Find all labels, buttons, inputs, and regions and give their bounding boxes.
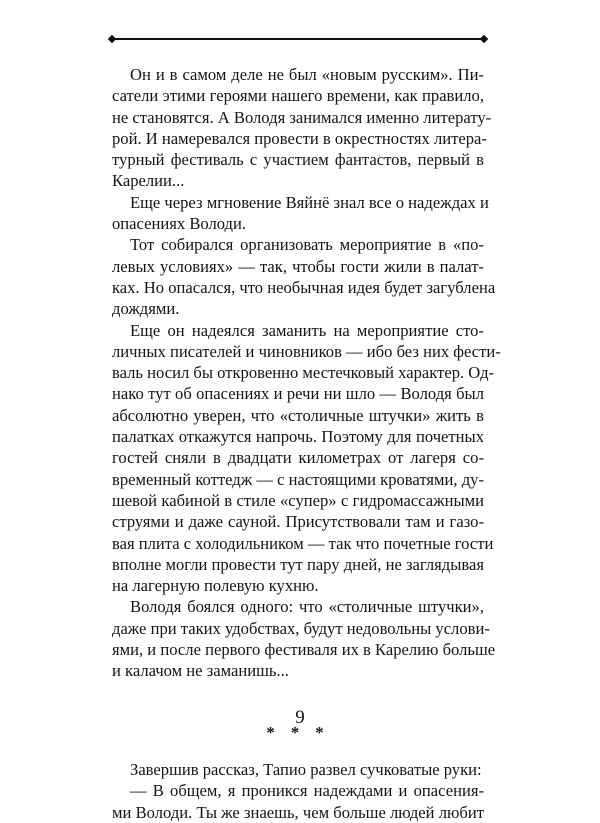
text-line: Он и в самом деле не был «новым русским». Пи- — [130, 65, 484, 84]
text-line: и калачом не заманишь... — [112, 661, 289, 681]
text-line: рой. И намеревался провести в окрестностях литера- — [112, 128, 487, 148]
text-line: палатках откажутся напрочь. Поэтому для почетных — [112, 427, 484, 447]
text-line: гостей сняли в двадцати километрах от лагеря со- — [112, 448, 484, 468]
text-line: шевой кабиной в стиле «супер» с гидромассажными — [112, 490, 484, 510]
page-number: 9 — [295, 707, 305, 728]
text-line: вая плита с холодильником — так что почетные гости — [112, 533, 494, 553]
text-line: дождями. — [112, 299, 180, 319]
text-line: — В общем, я проникся надеждами и опасения- — [130, 781, 484, 801]
text-line: опасениях Володи. — [112, 214, 247, 234]
text-line: левых условиях» — так, чтобы гости жили в палат- — [112, 256, 484, 276]
text-line: Тот собирался организовать мероприятие в «по- — [130, 235, 484, 255]
text-line: даже при таких удобствах, будут недовольны услови- — [112, 618, 490, 638]
text-line: ями, и после первого фестиваля их в Карелию больше — [112, 640, 496, 660]
text-line: вполне могли провести тут пару дней, не заглядывая — [112, 554, 484, 574]
text-line: абсолютно уверен, что «столичные штучки» жить в — [112, 405, 484, 425]
text-line: струями и даже сауной. Присутствовали там и газо- — [112, 512, 484, 532]
text-line: на лагерную полевую кухню. — [112, 576, 319, 596]
text-line: Володя боялся одного: что «столичные штучки», — [130, 597, 484, 617]
text-line: ках. Но опасался, что необычная идея будет загублена — [112, 277, 496, 297]
text-line: Карелии... — [112, 171, 185, 191]
text-line: сатели этими героями нашего времени, как правило, — [112, 86, 484, 106]
text-line: личных писателей и чиновников — ибо без них фести- — [112, 341, 501, 361]
text-line: временный коттедж — с настоящими кроватями, ду- — [112, 469, 484, 489]
top-decorative-rule — [112, 38, 484, 40]
section-gap — [112, 743, 484, 759]
text-line: нако тут об опасениях и речи ни шло — Володя был — [112, 384, 484, 404]
text-line: ми Володи. Ты же знаешь, чем больше людей любит — [112, 802, 484, 822]
text-line: Еще через мгновение Вяйнё знал все о надеждах и — [130, 192, 489, 212]
text-line: валь носил бы откровенно местечковый характер. Од- — [112, 363, 495, 383]
text-line: турный фестиваль с участием фантастов, первый в — [112, 150, 484, 170]
text-line: Еще он надеялся заманить на мероприятие сто- — [130, 320, 484, 340]
section-separator: * * * — [266, 722, 330, 742]
text-line: не становятся. А Володя занимался именно литерату- — [112, 107, 492, 127]
text-line: Завершив рассказ, Тапио развел сучковатые руки: — [130, 759, 482, 779]
